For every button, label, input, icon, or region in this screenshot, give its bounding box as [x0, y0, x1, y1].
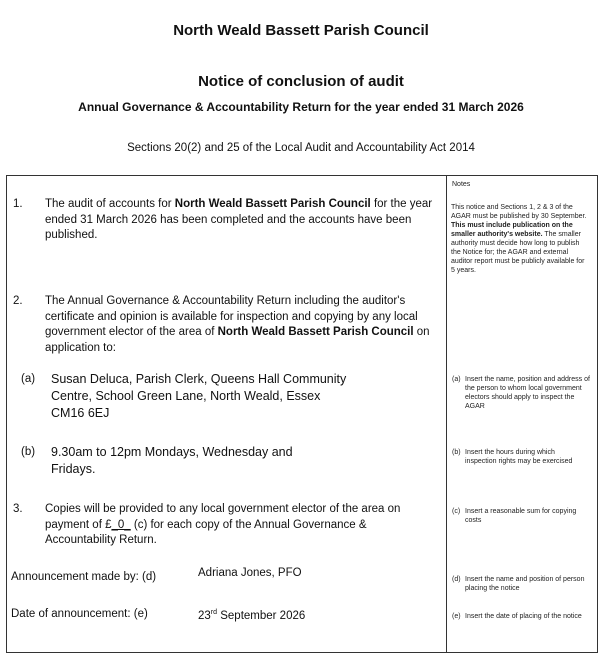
- notice-subtitle: Annual Governance & Accountability Return for the year ended 31 March 2026: [78, 100, 524, 114]
- notes-intro: This notice and Sections 1, 2 & 3 of the AGAR must be published by 30 September. This must include publication on the smaller authority's website. The smaller authority must decide how long to publish the Notice for; the AGAR and external auditor report must be publicly available for 5 years.: [451, 204, 587, 274]
- announcement-label: Announcement made by: (d): [11, 571, 157, 583]
- act-reference: Sections 20(2) and 25 of the Local Audit and Accountability Act 2014: [127, 142, 475, 154]
- council-title: North Weald Bassett Parish Council: [173, 22, 429, 39]
- note-d-text: Insert the name and position of person placing the notice: [465, 576, 585, 592]
- note-b-text: Insert the hours during which inspection rights may be exercised: [465, 449, 573, 465]
- item-2-number: 2.: [13, 295, 23, 307]
- notes-column-divider: [446, 175, 447, 653]
- date-value: 23rd September 2026: [198, 609, 306, 622]
- note-d-label: (d): [452, 576, 461, 583]
- item-3-number: 3.: [13, 503, 23, 515]
- note-c-label: (c): [452, 508, 461, 515]
- item-b-label: (b): [21, 446, 36, 458]
- note-c-text: Insert a reasonable sum for copying costs: [465, 508, 577, 524]
- item-1-text: The audit of accounts for North Weald Bassett Parish Council for the year ended 31 March 2026 has been completed and the accounts have been published.: [45, 198, 433, 241]
- item-1-number: 1.: [13, 198, 23, 210]
- item-b-text: 9.30am to 12pm Mondays, Wednesday and Fridays.: [51, 445, 293, 476]
- note-e-text: Insert the date of placing of the notice: [465, 613, 582, 620]
- notice-title: Notice of conclusion of audit: [198, 73, 404, 90]
- note-e-label: (e): [452, 613, 461, 620]
- item-2-text: The Annual Governance & Accountability Return including the auditor's certificate and opinion is available for inspection and copying by any local government elector of the area of North Weald Bassett Parish Council on application to:: [45, 295, 430, 354]
- note-b-label: (b): [452, 449, 461, 456]
- note-a-label: (a): [452, 376, 461, 383]
- note-a-text: Insert the name, position and address of the person to whom local government electors should apply to inspect the AGAR: [465, 376, 590, 410]
- item-a-text: Susan Deluca, Parish Clerk, Queens Hall Community Centre, School Green Lane, North Weald, Essex CM16 6EJ: [51, 372, 347, 420]
- item-3-text: Copies will be provided to any local government elector of the area on payment of £_0_ (c) for each copy of the Annual Governance & Accountability Return.: [45, 503, 401, 546]
- item-a-label: (a): [21, 373, 36, 385]
- date-label: Date of announcement: (e): [11, 608, 148, 620]
- notes-heading: Notes: [452, 181, 471, 188]
- announcement-value: Adriana Jones, PFO: [198, 567, 302, 579]
- copy-fee-amount: _0_: [111, 518, 131, 531]
